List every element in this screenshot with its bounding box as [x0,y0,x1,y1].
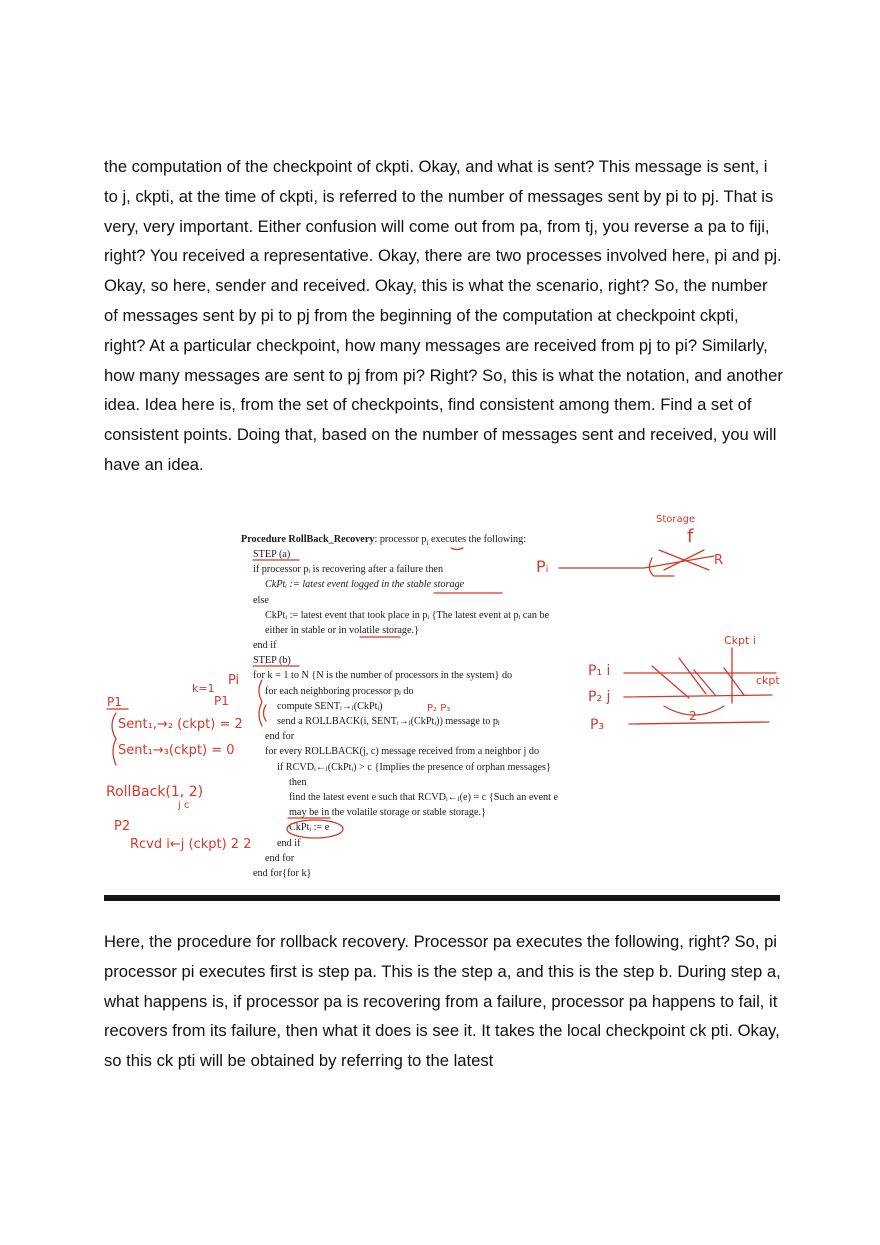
note-r: R [714,553,724,568]
arrow-2 [679,658,706,694]
note-jc: j c [178,800,190,811]
code-line: for each neighboring processor pⱼ do [265,686,414,697]
note-ckpt-right: ckpt [756,674,780,687]
note-p2-j: P₂ j [588,689,611,705]
note-k1: k=1 [192,682,215,695]
code-line: for every ROLLBACK(j, c) message received from a neighbor j do [265,746,540,757]
brace-compute [264,705,267,721]
code-line: for k = 1 to N {N is the number of processors in the system} do [253,670,513,681]
code-line: STEP (b) [253,655,291,666]
note-rollback: RollBack(1, 2) [106,784,204,800]
handwritten-annotations [104,498,780,902]
code-line: then [289,777,307,788]
code-line: else [253,595,269,606]
paragraph-bottom: Here, the procedure for rollback recovery. Processor pa executes the following, right? So, pi processor pi executes first is step pa. This is the step a, and this is the step b. During step a, what happens is, if processor pa is recovering from a failure, processor pa happens to fail, it recovers from its failure, then what it does is see it. It takes the local checkpoint ck pti. Okay, so this ck pti will be obtained by referring to the latest [104,932,781,1071]
cross-mark [659,550,709,570]
note-p2: P2 [114,819,131,834]
slide-bottom-bar [104,895,780,901]
circle-ckpt [287,820,343,838]
slide-image-rollback-recovery [104,498,780,902]
paragraph-top: the computation of the checkpoint of ckpti. Okay, and what is sent? This message is sent, i to j, ckpti, at the time of ckpti, is referred to the number of messages sent by pi to pj. That is very, very important. Either confusion will come out from pa, from tj, you reverse a pa to fiji, right? You received a representative. Okay, there are two processes involved here, pi and pj. Okay, so here, sender and received. Okay, this is what the scenario, right? So, the number of messages sent by pi to pj from the beginning of the computation at checkpoint ckpti, right? At a particular checkpoint, how many messages are received from pj to pi? Similarly, how many messages are sent to pj from pi? Right? So, this is what the notation, and another idea. Idea here is, from the set of checkpoints, find consistent among them. Find a set of consistent points. Doing that, based on the number of messages sent and received, you will have an idea. [104,157,783,474]
code-line: CkPtᵢ := latest event logged in the stable storage [265,579,465,590]
code-line: compute SENTᵢ→ⱼ(CkPtᵢ) [277,701,383,712]
note-sent-12: Sent₁,→₂ (ckpt) = 2 [118,717,243,732]
note-pi-top: Pᵢ [536,557,549,576]
timeline-p3 [629,722,769,724]
code-line: if RCVDᵢ←ⱼ(CkPtᵢ) > c {Implies the presence of orphan messages} [277,762,551,773]
note-storage: Storage [656,514,696,525]
note-p1-b: P1 [107,695,122,709]
code-line: end for [265,731,295,742]
underline-pi [451,548,463,550]
note-rcvd: Rcvd i←j (ckpt) 2 2 [130,837,252,852]
note-ckpt-i: Ckpt i [724,634,756,647]
code-line: end for{for k} [253,868,312,879]
code-line: find the latest event e such that RCVDᵢ←ⱼ(e) = c {Such an event e [289,792,558,803]
timeline-p2 [624,695,772,697]
code-line: end for [265,853,295,864]
code-line: send a ROLLBACK(i, SENTᵢ→ⱼ(CkPtᵢ)) message to pⱼ [277,716,500,727]
code-line: if processor pᵢ is recovering after a failure then [253,564,444,575]
code-line: may be in the volatile storage or stable storage.} [289,807,486,818]
note-pi-left: Pi [228,673,240,688]
arrow-1 [652,666,689,698]
procedure-title: Procedure RollBack_Recovery: processor $p_i$ executes the following: [241,534,527,548]
code-line: CkPtᵢ := latest event that took place in pᵢ {The latest event at pᵢ can be [265,610,550,621]
note-p1-a: P1 [214,694,229,708]
brace-left [259,680,262,726]
code-line: STEP (a) [253,549,291,560]
note-f: f [687,526,694,547]
sent-brace [112,713,116,765]
note-two: 2 [689,709,697,723]
note-sent-13: Sent₁→₃(ckpt) = 0 [118,743,235,758]
code-line: end if [277,838,301,849]
note-p3: P₃ [590,717,605,733]
note-p1-i: P₁ i [588,663,611,679]
code-line: end if [253,640,277,651]
note-p2-p3: P₂ P₃ [427,703,451,714]
arrow-4 [724,668,744,695]
code-line: either in stable or in volatile storage.} [265,625,419,636]
code-line: CkPtᵢ := e [289,822,330,833]
